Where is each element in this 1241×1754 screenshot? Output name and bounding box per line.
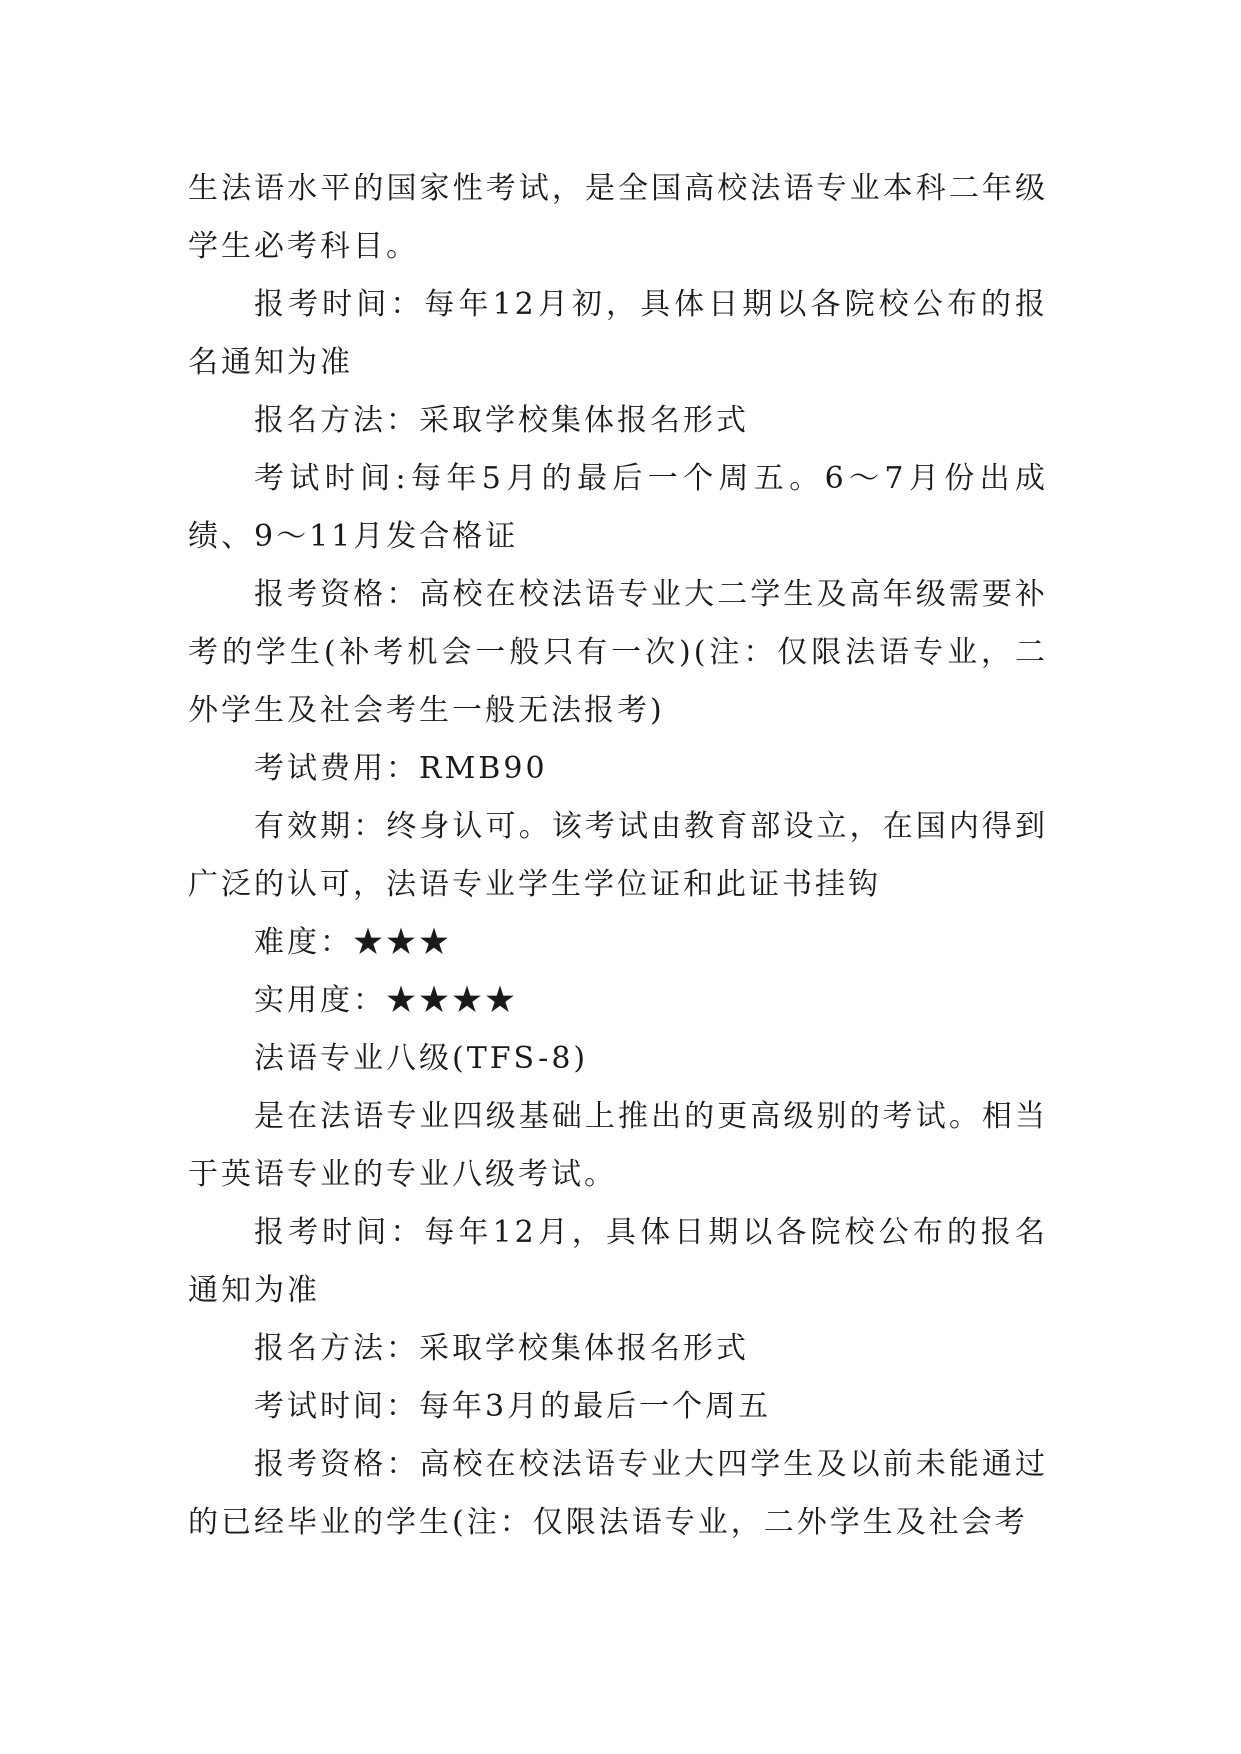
paragraph-tfs4-registration-method: 报名方法：采取学校集体报名形式 xyxy=(254,403,749,438)
document-body xyxy=(188,160,1048,1552)
paragraph-tfs4-registration-time: 报考时间：每年12月初，具体日期以各院校公布的报名通知为准 xyxy=(188,287,1048,380)
paragraph-tfs4-validity: 有效期：终身认可。该考试由教育部设立，在国内得到广泛的认可，法语专业学生学位证和此证书挂钩 xyxy=(188,809,1048,902)
paragraph-continued-intro: 生法语水平的国家性考试，是全国高校法语专业本科二年级学生必考科目。 xyxy=(188,171,1048,264)
paragraph-tfs4-exam-time: 考试时间:每年5月的最后一个周五。6～7月份出成绩、9～11月发合格证 xyxy=(188,461,1048,554)
section-heading-tfs8: 法语专业八级(TFS-8) xyxy=(254,1041,589,1076)
paragraph-tfs4-eligibility: 报考资格：高校在校法语专业大二学生及高年级需要补考的学生(补考机会一般只有一次)(注：仅限法语专业，二外学生及社会考生一般无法报考) xyxy=(188,577,1048,728)
paragraph-tfs4-fee: 考试费用：RMB90 xyxy=(254,751,548,786)
paragraph-tfs8-registration-time: 报考时间：每年12月，具体日期以各院校公布的报名通知为准 xyxy=(188,1215,1048,1308)
paragraph-tfs4-usefulness: 实用度：★★★★ xyxy=(254,983,518,1018)
paragraph-tfs8-exam-time: 考试时间：每年3月的最后一个周五 xyxy=(254,1389,772,1424)
paragraph-tfs8-description: 是在法语专业四级基础上推出的更高级别的考试。相当于英语专业的专业八级考试。 xyxy=(188,1099,1048,1192)
paragraph-tfs8-eligibility: 报考资格：高校在校法语专业大四学生及以前未能通过的已经毕业的学生(注：仅限法语专业，二外学生及社会考 xyxy=(188,1447,1048,1540)
paragraph-tfs4-difficulty: 难度：★★★ xyxy=(254,925,452,960)
paragraph-tfs8-registration-method: 报名方法：采取学校集体报名形式 xyxy=(254,1331,749,1366)
